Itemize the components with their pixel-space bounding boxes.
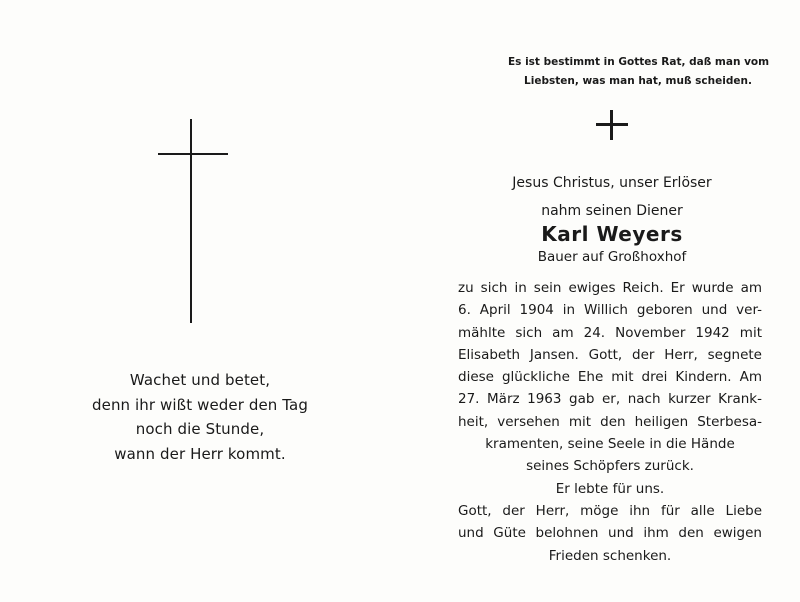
body-line: diese glückliche Ehe mit drei Kindern. Am bbox=[458, 369, 762, 386]
closing-line: Er lebte für uns. bbox=[555, 480, 665, 497]
body-line: mählte sich am 24. November 1942 mit bbox=[458, 324, 762, 341]
intro-line: Jesus Christus, unser Erlöser bbox=[512, 175, 712, 191]
verse-line: Wachet und betet, bbox=[129, 371, 271, 389]
intro-text bbox=[460, 169, 764, 225]
verse-line: noch die Stunde, bbox=[135, 420, 265, 438]
motto bbox=[508, 53, 768, 91]
body-line: 6. April 1904 in Willich geboren und ver- bbox=[458, 302, 762, 319]
body-line: kramenten, seine Seele in die Hände bbox=[485, 436, 735, 453]
right-panel bbox=[400, 0, 800, 602]
bible-verse bbox=[30, 368, 370, 466]
body-line: heit, versehen mit den heiligen Sterbesa- bbox=[458, 413, 762, 430]
body-line: zu sich in sein ewiges Reich. Er wurde am bbox=[458, 280, 762, 296]
body-line: 27. März 1963 gab er, nach kurzer Krank- bbox=[458, 391, 762, 408]
verse-line: wann der Herr kommt. bbox=[114, 444, 286, 463]
body-line: Elisabeth Jansen. Gott, der Herr, segnete bbox=[458, 346, 762, 363]
blessing-line: Frieden schenken. bbox=[548, 547, 672, 564]
body-line: seines Schöpfers zurück. bbox=[526, 458, 694, 475]
blessing-line: Gott, der Herr, möge ihn für alle Liebe bbox=[458, 502, 762, 519]
cross-icon-vertical bbox=[190, 119, 192, 323]
small-cross-icon bbox=[596, 110, 628, 140]
intro-line: nahm seinen Diener bbox=[541, 203, 683, 219]
verse-line: denn ihr wißt weder den Tag bbox=[92, 395, 308, 414]
deceased-occupation: Bauer auf Großhoxhof bbox=[537, 249, 687, 265]
deceased-name: Karl Weyers bbox=[541, 222, 683, 246]
motto-line: Liebsten, was man hat, muß scheiden. bbox=[524, 75, 752, 87]
cross-icon-horizontal bbox=[158, 153, 228, 155]
blessing-line: und Güte belohnen und ihm den ewigen bbox=[458, 525, 762, 542]
obituary-text bbox=[458, 277, 762, 567]
motto-line: Es ist bestimmt in Gottes Rat, daß man vom bbox=[508, 56, 770, 68]
